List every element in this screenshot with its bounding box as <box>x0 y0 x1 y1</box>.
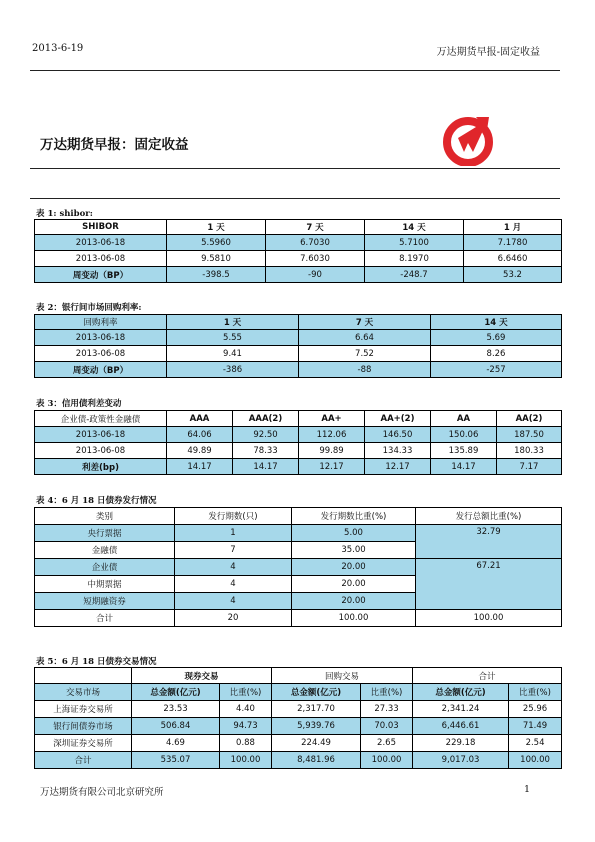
column-header: 总金额(亿元) <box>272 684 361 701</box>
bond-issuance-table <box>34 507 562 627</box>
column-header: SHIBOR <box>35 220 167 235</box>
footer-organization: 万达期货有限公司北京研究所 <box>40 787 164 798</box>
column-header: 发行总额比重(%) <box>416 508 562 525</box>
row-label: 2013-06-08 <box>35 251 167 267</box>
table-cell: 9.5810 <box>167 251 266 267</box>
table-row <box>35 362 562 378</box>
table-header-row <box>35 508 562 525</box>
table-cell: 64.06 <box>167 427 233 443</box>
row-label: 合计 <box>35 610 175 627</box>
table-cell: 12.17 <box>365 459 431 475</box>
table-cell: 100.00 <box>292 610 416 627</box>
shibor-table <box>34 219 562 283</box>
company-logo-icon <box>442 114 494 166</box>
table-cell: 2,317.70 <box>272 701 361 718</box>
table-cell: 224.49 <box>272 735 361 752</box>
row-label: 2013-06-08 <box>35 443 167 459</box>
table-cell: 4 <box>175 576 292 593</box>
empty-cell <box>35 668 132 684</box>
table-cell: 1 <box>175 525 292 542</box>
table-row <box>35 718 562 735</box>
table-cell: 14.17 <box>233 459 299 475</box>
column-header: 1 天 <box>167 220 266 235</box>
column-header: AA+(2) <box>365 411 431 427</box>
header-title: 万达期货早报-固定收益 <box>436 47 540 58</box>
bond-trading-table <box>34 667 562 769</box>
page-number: 1 <box>524 784 531 795</box>
table-cell: 100.00 <box>361 752 413 769</box>
row-label: 2013-06-08 <box>35 346 167 362</box>
title-rule-bottom <box>30 198 560 199</box>
table-cell: 12.17 <box>299 459 365 475</box>
column-header: 发行期数(只) <box>175 508 292 525</box>
table-cell: 20.00 <box>292 559 416 576</box>
table-cell: -398.5 <box>167 267 266 283</box>
table-row <box>35 235 562 251</box>
repo-rate-table <box>34 314 562 378</box>
table-row <box>35 330 562 346</box>
column-header: 交易市场 <box>35 684 132 701</box>
table-cell: 146.50 <box>365 427 431 443</box>
column-header: 14 天 <box>431 315 562 330</box>
table-cell: 70.03 <box>361 718 413 735</box>
group-header: 合计 <box>413 668 562 684</box>
table-cell: 0.88 <box>220 735 272 752</box>
table-cell: 20.00 <box>292 576 416 593</box>
table-cell: 2,341.24 <box>413 701 509 718</box>
table-row <box>35 443 562 459</box>
column-header: 总金额(亿元) <box>413 684 509 701</box>
table3-caption: 表 3：信用债利差变动 <box>36 399 122 409</box>
table-cell: 7 <box>175 542 292 559</box>
table-row <box>35 701 562 718</box>
table1-caption: 表 1: shibor: <box>36 209 93 219</box>
table-row <box>35 346 562 362</box>
row-label: 周变动（BP） <box>35 267 167 283</box>
table-cell: 506.84 <box>132 718 220 735</box>
table-cell: 32.79 <box>416 525 562 559</box>
table-cell: 9.41 <box>167 346 299 362</box>
table-cell: 14.17 <box>431 459 497 475</box>
table-cell: 5.55 <box>167 330 299 346</box>
table-cell: 99.89 <box>299 443 365 459</box>
group-header: 现券交易 <box>132 668 272 684</box>
table-cell: 4 <box>175 593 292 610</box>
table-cell: 100.00 <box>509 752 562 769</box>
table-cell: 2.65 <box>361 735 413 752</box>
table-cell: 7.1780 <box>464 235 562 251</box>
table-cell: 94.73 <box>220 718 272 735</box>
table-cell: 5.00 <box>292 525 416 542</box>
table-cell: -257 <box>431 362 562 378</box>
row-label: 周变动（BP） <box>35 362 167 378</box>
column-header: 7 天 <box>266 220 365 235</box>
table-row <box>35 559 562 576</box>
table-cell: 20 <box>175 610 292 627</box>
table-cell: 135.89 <box>431 443 497 459</box>
column-header: 比重(%) <box>220 684 272 701</box>
table-cell: 20.00 <box>292 593 416 610</box>
table-header-row <box>35 684 562 701</box>
table-cell: 229.18 <box>413 735 509 752</box>
table-cell: 8.1970 <box>365 251 464 267</box>
column-header: 14 天 <box>365 220 464 235</box>
header-rule <box>30 70 560 71</box>
column-header: AAA <box>167 411 233 427</box>
credit-spread-table <box>34 410 562 475</box>
table-cell: 49.89 <box>167 443 233 459</box>
table-cell: 5.5960 <box>167 235 266 251</box>
table-row <box>35 267 562 283</box>
table-group-header-row <box>35 668 562 684</box>
table-cell: 78.33 <box>233 443 299 459</box>
table-cell: 5.7100 <box>365 235 464 251</box>
table-cell: 6.64 <box>299 330 431 346</box>
column-header: 比重(%) <box>509 684 562 701</box>
table-cell: 187.50 <box>497 427 562 443</box>
document-title: 万达期货早报：固定收益 <box>40 137 189 153</box>
row-label: 2013-06-18 <box>35 330 167 346</box>
table-cell: 2.54 <box>509 735 562 752</box>
table-cell: -386 <box>167 362 299 378</box>
column-header: 1 天 <box>167 315 299 330</box>
row-label: 银行间债券市场 <box>35 718 132 735</box>
table-cell: 27.33 <box>361 701 413 718</box>
group-header: 回购交易 <box>272 668 413 684</box>
table-row <box>35 427 562 443</box>
table-row <box>35 459 562 475</box>
table-header-row <box>35 315 562 330</box>
table-cell: -248.7 <box>365 267 464 283</box>
table-cell: 92.50 <box>233 427 299 443</box>
table-cell: 8.26 <box>431 346 562 362</box>
table-cell: -88 <box>299 362 431 378</box>
table-row <box>35 735 562 752</box>
column-header: 总金额(亿元) <box>132 684 220 701</box>
table-cell: 9,017.03 <box>413 752 509 769</box>
table-cell: 535.07 <box>132 752 220 769</box>
row-label: 2013-06-18 <box>35 235 167 251</box>
row-label: 合计 <box>35 752 132 769</box>
table-cell: 134.33 <box>365 443 431 459</box>
column-header: AA <box>431 411 497 427</box>
title-rule-top <box>30 168 560 169</box>
table-cell: 35.00 <box>292 542 416 559</box>
column-header: 7 天 <box>299 315 431 330</box>
row-label: 企业债 <box>35 559 175 576</box>
table-cell: 71.49 <box>509 718 562 735</box>
table-cell: 53.2 <box>464 267 562 283</box>
table-cell: -90 <box>266 267 365 283</box>
table-cell: 6,446.61 <box>413 718 509 735</box>
table-header-row <box>35 411 562 427</box>
row-label: 2013-06-18 <box>35 427 167 443</box>
table-cell: 100.00 <box>220 752 272 769</box>
column-header: 发行期数比重(%) <box>292 508 416 525</box>
table-cell: 5.69 <box>431 330 562 346</box>
table-cell: 5,939.76 <box>272 718 361 735</box>
table-cell: 23.53 <box>132 701 220 718</box>
column-header: 回购利率 <box>35 315 167 330</box>
table-header-row <box>35 220 562 235</box>
column-header: AAA(2) <box>233 411 299 427</box>
row-label: 金融债 <box>35 542 175 559</box>
row-label: 中期票据 <box>35 576 175 593</box>
table-row <box>35 610 562 627</box>
column-header: 比重(%) <box>361 684 413 701</box>
table-cell: 100.00 <box>416 610 562 627</box>
table-cell: 14.17 <box>167 459 233 475</box>
column-header: 企业债-政策性金融债 <box>35 411 167 427</box>
header-date: 2013-6-19 <box>32 43 84 54</box>
table-cell: 180.33 <box>497 443 562 459</box>
column-header: 1 月 <box>464 220 562 235</box>
table-cell: 8,481.96 <box>272 752 361 769</box>
table-row <box>35 752 562 769</box>
column-header: AA(2) <box>497 411 562 427</box>
table-row <box>35 525 562 542</box>
table2-caption: 表 2：银行间市场回购利率: <box>36 303 142 313</box>
row-label: 短期融资券 <box>35 593 175 610</box>
table5-caption: 表 5：6 月 18 日债券交易情况 <box>36 657 157 667</box>
table-cell: 25.96 <box>509 701 562 718</box>
table-cell: 7.17 <box>497 459 562 475</box>
row-label: 央行票据 <box>35 525 175 542</box>
table-row <box>35 251 562 267</box>
table-cell: 6.6460 <box>464 251 562 267</box>
table-cell: 4.69 <box>132 735 220 752</box>
table-cell: 6.7030 <box>266 235 365 251</box>
table-cell: 7.6030 <box>266 251 365 267</box>
table4-caption: 表 4：6 月 18 日债券发行情况 <box>36 496 157 506</box>
table-cell: 112.06 <box>299 427 365 443</box>
table-cell: 67.21 <box>416 559 562 610</box>
table-cell: 150.06 <box>431 427 497 443</box>
table-cell: 4 <box>175 559 292 576</box>
row-label: 上海证券交易所 <box>35 701 132 718</box>
table-cell: 4.40 <box>220 701 272 718</box>
column-header: AA+ <box>299 411 365 427</box>
row-label: 利差(bp) <box>35 459 167 475</box>
row-label: 深圳证券交易所 <box>35 735 132 752</box>
column-header: 类别 <box>35 508 175 525</box>
table-cell: 7.52 <box>299 346 431 362</box>
